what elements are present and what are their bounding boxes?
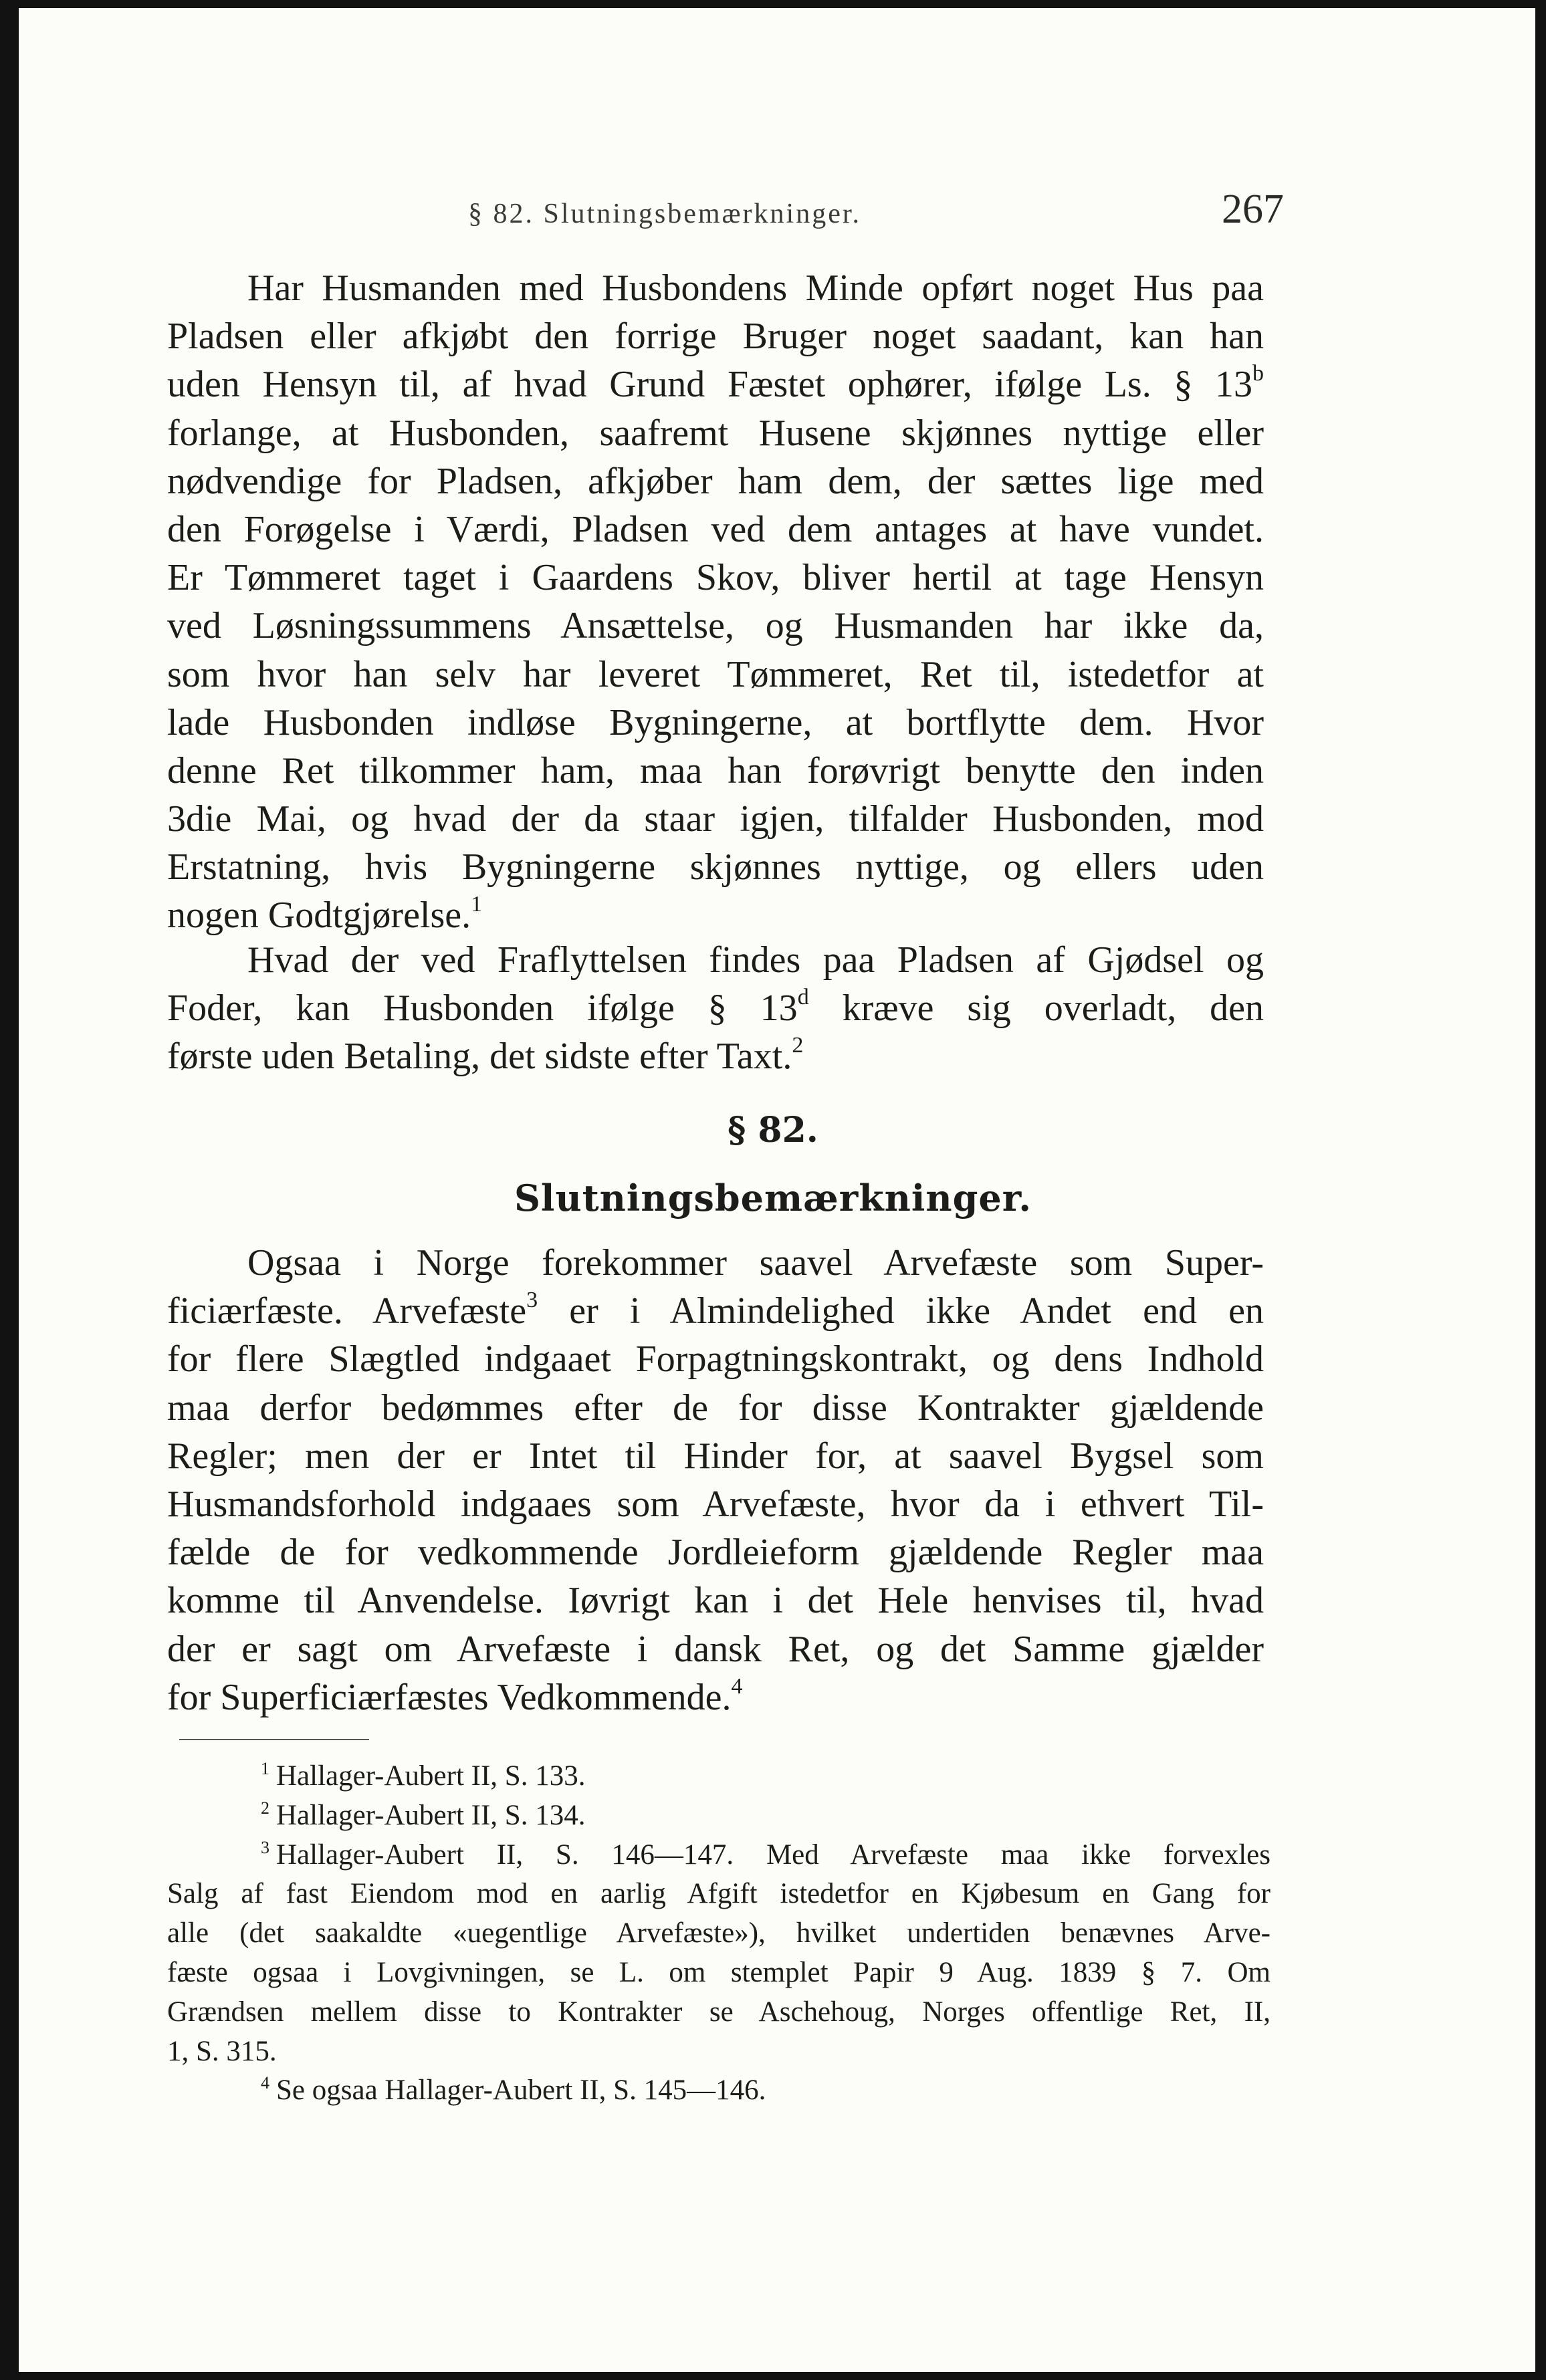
paragraph-arvefaeste [167,1239,1264,1721]
footnote-2 [167,1796,1271,1836]
footnote-text: Hallager-Aubert II, S. 134. [276,1799,586,1831]
footnote-marker: 2 [792,1033,804,1058]
footnote-3-line: 1, S. 315. [167,2035,277,2067]
footnotes [167,1757,1271,2111]
footnote-marker: b [1252,361,1264,386]
text-line: første uden Betaling, det sidste efter Taxt.$^2$ [167,1033,804,1078]
text-line: maa derfor bedømmes efter de for disse Kontrakter gjældende [167,1387,1264,1429]
text-line: som hvor han selv har leveret Tømmeret, Ret til, istedetfor at [167,653,1264,695]
footnote-1 [167,1757,1271,1796]
footnote-marker: 3 [526,1288,538,1313]
text-line: ved Løsningssummens Ansættelse, og Husmanden har ikke da, [167,605,1264,647]
running-header-section: § 82. Slutningsbemærkninger. [468,199,861,229]
footnote-marker: 1 [471,892,483,917]
page-number: 267 [1222,187,1284,232]
text-line: ficiærfæste. Arvefæste$^3$ er i Almindelighed ikke Andet end en [167,1288,1264,1332]
footnote-3 [167,1836,1271,1875]
text-line: forlange, at Husbonden, saafremt Husene skjønnes nyttige eller [167,412,1264,454]
text-line: 3die Mai, og hvad der da staar igjen, tilfalder Husbonden, mod [167,798,1264,840]
text-line: der er sagt om Arvefæste i dansk Ret, og det Samme gjælder [167,1628,1264,1670]
text-line: Erstatning, hvis Bygningerne skjønnes nyttige, og ellers uden [167,846,1264,888]
footnote-divider [179,1739,369,1740]
footnote-3-line: Grændsen mellem disse to Kontrakter se Aschehoug, Norges offentlige Ret, II, [167,1996,1271,2028]
text-line: Har Husmanden med Husbondens Minde opført noget Hus paa [247,267,1264,309]
text-line: fælde de for vedkommende Jordleieform gjældende Regler maa [167,1532,1264,1574]
footnote-4 [167,2071,1271,2111]
text-line: Er Tømmeret taget i Gaardens Skov, bliver hertil at tage Hensyn [167,557,1264,599]
footnote-number: 4 [261,2073,269,2093]
paragraph-husmanden [167,264,1264,940]
footnote-number: 3 [261,1837,269,1857]
text-line: nogen Godtgjørelse.$^1$ [167,892,483,937]
footnote-3-line: fæste ogsaa i Lovgivningen, se L. om stemplet Papir 9 Aug. 1839 § 7. Om [167,1956,1271,1988]
footnote-number: 2 [261,1798,269,1818]
text-line: denne Ret tilkommer ham, maa han forøvrigt benytte den inden [167,749,1264,792]
text-line: uden Hensyn til, af hvad Grund Fæstet ophører, ifølge Ls. § 13$^b$ [167,361,1264,406]
text-line: Hvad der ved Fraflyttelsen findes paa Pladsen af Gjødsel og [247,939,1264,981]
section-number: § 82. [728,1110,818,1151]
text-line: Ogsaa i Norge forekommer saavel Arvefæste som Super- [247,1242,1264,1284]
text-line: Regler; men der er Intet til Hinder for, at saavel Bygsel som [167,1435,1264,1477]
text-line: nødvendige for Pladsen, afkjøber ham dem, der sættes lige med [167,460,1264,502]
footnote-marker: 4 [731,1673,743,1699]
running-header [468,186,1284,239]
section-title: Slutningsbemærkninger. [514,1177,1032,1219]
footnote-text: Hallager-Aubert II, S. 146—147. Med Arvefæste maa ikke forvexles [276,1838,1271,1871]
footnote-3-line: alle (det saakaldte «uegentlige Arvefæste»), hvilket undertiden benævnes Arve- [167,1917,1271,1949]
text-line: den Forøgelse i Værdi, Pladsen ved dem antages at have vundet. [167,508,1264,550]
footnote-3-line: Salg af fast Eiendom mod en aarlig Afgift istedetfor en Kjøbesum en Gang for [167,1878,1271,1910]
paragraph-fraflyttelsen [167,936,1264,1081]
text-line: for Superficiærfæstes Vedkommende.$^4$ [167,1673,743,1718]
footnote-marker: d [797,985,809,1010]
footnote-text: Se ogsaa Hallager-Aubert II, S. 145—146. [276,2074,766,2107]
text-line: komme til Anvendelse. Iøvrigt kan i det Hele henvises til, hvad [167,1580,1264,1622]
text-line: lade Husbonden indløse Bygningerne, at bortflytte dem. Hvor [167,701,1264,743]
text-line: Pladsen eller afkjøbt den forrige Bruger noget saadant, kan han [167,316,1264,358]
text-line: for flere Slægtled indgaaet Forpagtningskontrakt, og dens Indhold [167,1338,1264,1381]
text-line: Husmandsforhold indgaaes som Arvefæste, hvor da i ethvert Til- [167,1483,1264,1525]
footnote-number: 1 [261,1759,269,1778]
footnote-text: Hallager-Aubert II, S. 133. [276,1760,586,1792]
text-line: Foder, kan Husbonden ifølge § 13$^d$ kræve sig overladt, den [167,985,1264,1030]
